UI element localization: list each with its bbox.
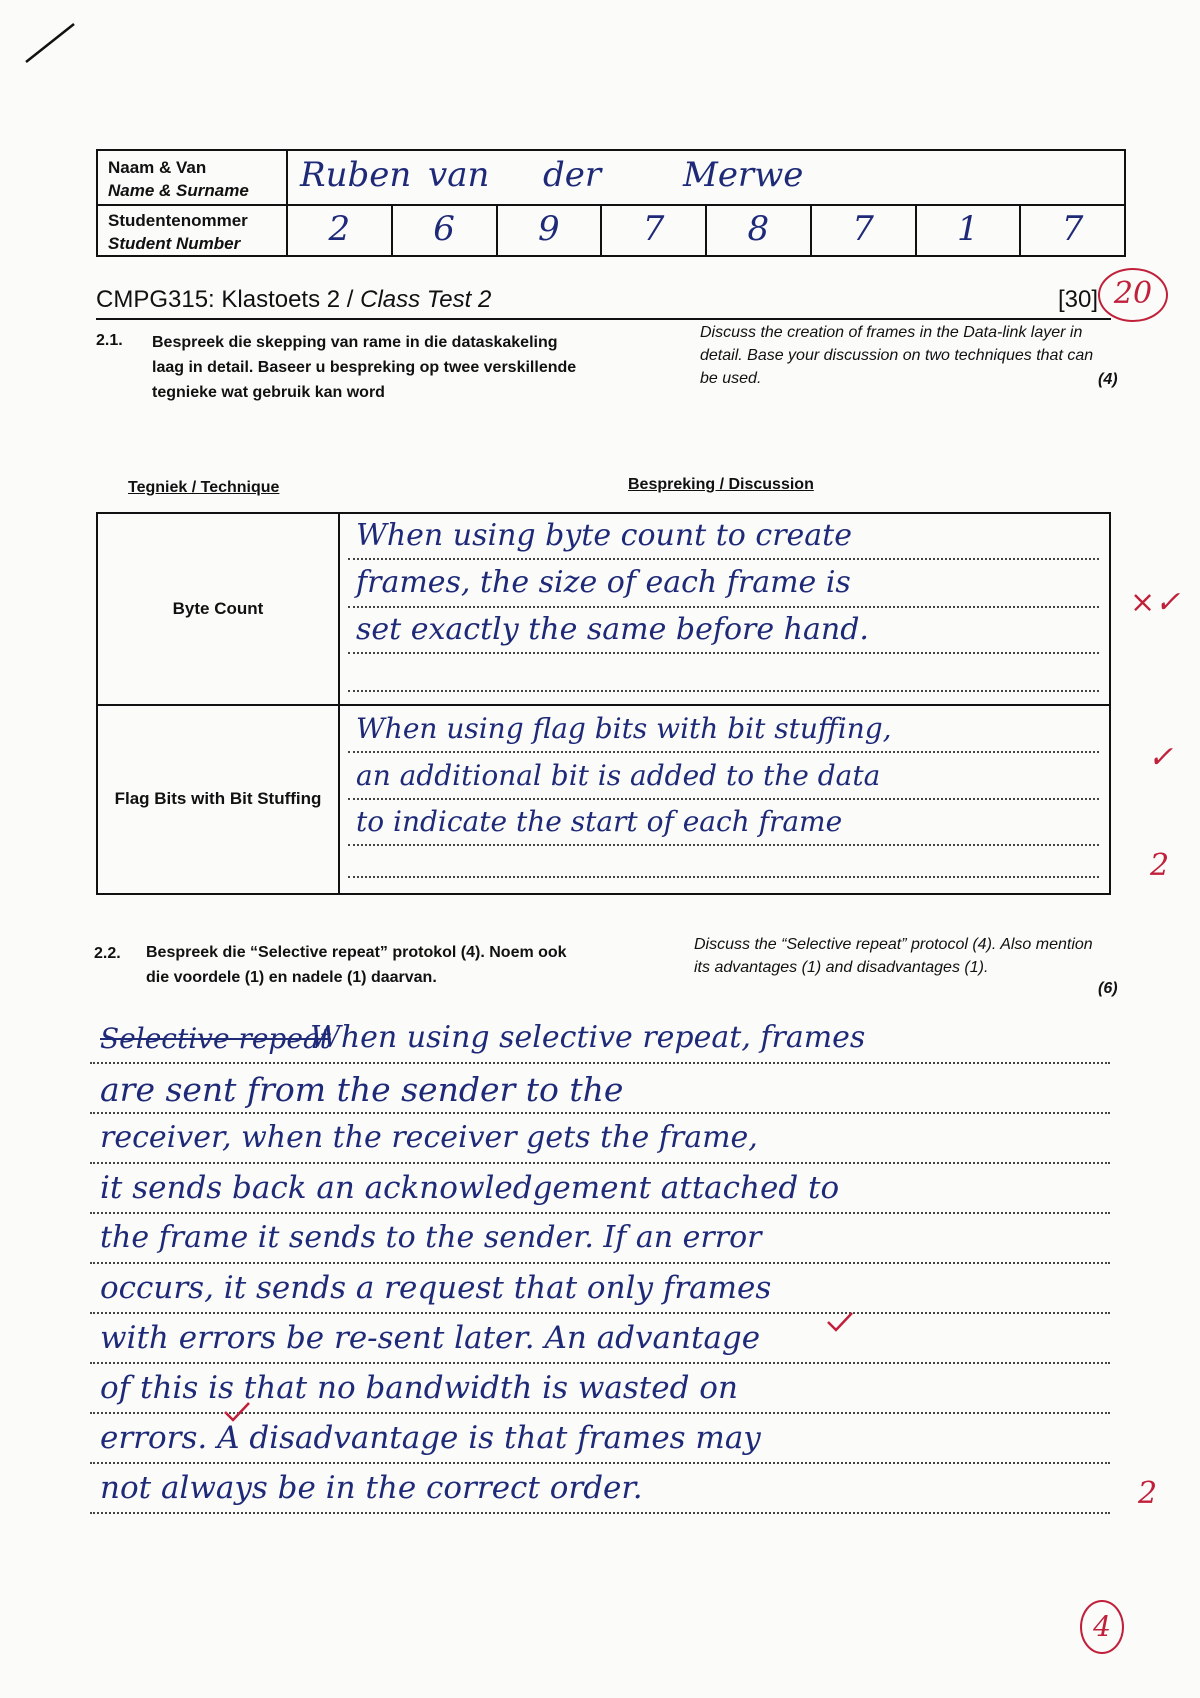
- tick-mark-icon: [222, 1400, 252, 1424]
- question-text-af: Bespreek die “Selective repeat” protokol (4). Noem ook die voordele (1) en nadele (1) daarvan.: [146, 944, 567, 986]
- answer-line: [90, 1462, 1110, 1464]
- handwritten-answer: not always be in the correct order.: [100, 1470, 643, 1506]
- answer-line: [348, 751, 1099, 753]
- handwritten-answer: of this is that no bandwidth is wasted on: [100, 1370, 738, 1406]
- score-circle: 20: [1098, 268, 1168, 322]
- number-label-af: Studentenommer: [108, 211, 248, 230]
- answer-line: [90, 1112, 1110, 1114]
- name-word: Ruben: [300, 155, 412, 195]
- handwritten-answer: an additional bit is added to the data: [356, 759, 881, 792]
- page-number-circle: 4: [1080, 1600, 1124, 1654]
- handwritten-answer: receiver, when the receiver gets the frame,: [100, 1120, 758, 1155]
- name-label-en: Name & Surname: [108, 181, 249, 200]
- discussion-cell: [338, 514, 1109, 704]
- answer-line: [348, 690, 1099, 692]
- name-value: [288, 151, 1124, 204]
- student-number-digit: 7: [602, 204, 707, 255]
- test-title-en: Class Test 2: [360, 286, 492, 313]
- handwritten-answer: set exactly the same before hand.: [356, 612, 869, 647]
- technique-label: Flag Bits with Bit Stuffing: [98, 704, 340, 893]
- answer-line: [90, 1312, 1110, 1314]
- name-label-af: Naam & Van: [108, 158, 207, 177]
- student-number-digit: 1: [917, 204, 1022, 255]
- pen-stroke-mark: [22, 18, 82, 68]
- student-number-digit: 7: [1061, 209, 1084, 249]
- technique-table: [96, 512, 1111, 895]
- tick-mark: ✓: [1148, 740, 1174, 775]
- student-info-table: [96, 149, 1126, 257]
- name-label: [98, 151, 288, 204]
- test-title-af: CMPG315: Klastoets 2 /: [96, 286, 361, 313]
- handwritten-answer: to indicate the start of each frame: [356, 805, 843, 838]
- question-marks: (4): [1098, 371, 1118, 388]
- handwritten-answer: When using flag bits with bit stuffing,: [356, 712, 892, 745]
- question-score: 2: [1138, 1476, 1158, 1511]
- question-number: 2.1.: [96, 332, 123, 349]
- test-title: [96, 286, 491, 314]
- handwritten-answer: When using selective repeat, frames: [310, 1020, 866, 1055]
- number-label-en: Student Number: [108, 234, 241, 253]
- handwritten-answer: with errors be re-sent later. An advantage: [100, 1320, 761, 1356]
- student-number-digit: 6: [393, 204, 498, 255]
- answer-line: [90, 1262, 1110, 1264]
- question-number: 2.2.: [94, 945, 121, 962]
- student-number-row: [98, 204, 1124, 255]
- student-number-digit: 9: [498, 204, 603, 255]
- column-header-technique: Tegniek / Technique: [128, 479, 280, 496]
- technique-row: [98, 514, 1109, 706]
- handwritten-answer: errors. A disadvantage is that frames may: [100, 1420, 761, 1456]
- title-divider: [96, 318, 1111, 320]
- question-marks: (6): [1098, 980, 1118, 997]
- name-word: der: [543, 155, 602, 195]
- handwritten-answer: are sent from the sender to the: [100, 1070, 624, 1109]
- question-text-en: Discuss the creation of frames in the Data-link layer in detail. Base your discussion on two techniques that can be used.: [700, 324, 1094, 387]
- answer-line: [90, 1362, 1110, 1364]
- student-number-digit: 8: [707, 204, 812, 255]
- name-word: Merwe: [683, 155, 804, 195]
- answer-line: [90, 1062, 1110, 1064]
- discussion-cell: [338, 704, 1109, 893]
- technique-row: [98, 704, 1109, 893]
- answer-line: [348, 876, 1099, 878]
- answer-line: [348, 652, 1099, 654]
- handwritten-answer: When using byte count to create: [356, 518, 852, 553]
- answer-line: [348, 844, 1099, 846]
- answer-line: [90, 1512, 1110, 1514]
- answer-line: [90, 1212, 1110, 1214]
- grading-mark: ×✓: [1130, 585, 1181, 620]
- question-text-af: Bespreek die skepping van rame in die dataskakeling laag in detail. Baseer u bespreking op twee verskillende tegnieke wat gebruik kan word: [152, 334, 577, 401]
- column-header-discussion: Bespreking / Discussion: [628, 476, 814, 493]
- handwritten-answer: the frame it sends to the sender. If an error: [100, 1220, 762, 1255]
- student-number-label: [98, 204, 288, 255]
- handwritten-answer: it sends back an acknowledgement attached to: [100, 1170, 840, 1206]
- name-word: van: [428, 155, 490, 195]
- name-row: [98, 151, 1124, 206]
- handwritten-answer: occurs, it sends a request that only frames: [100, 1270, 772, 1306]
- total-marks: [30]: [1058, 286, 1099, 313]
- answer-line: [348, 798, 1099, 800]
- technique-label: Byte Count: [98, 514, 340, 704]
- struck-text: Selective repeat: [100, 1022, 331, 1055]
- answer-line: [90, 1162, 1110, 1164]
- answer-line: [348, 558, 1099, 560]
- question-score: 2: [1150, 848, 1170, 883]
- question-text-en: Discuss the “Selective repeat” protocol (4). Also mention its advantages (1) and disadvantages (1).: [694, 936, 1093, 976]
- student-number-digit: 7: [812, 204, 917, 255]
- student-number-digit: 2: [288, 204, 393, 255]
- answer-line: [348, 606, 1099, 608]
- tick-mark-icon: [825, 1310, 855, 1334]
- handwritten-answer: frames, the size of each frame is: [356, 565, 851, 600]
